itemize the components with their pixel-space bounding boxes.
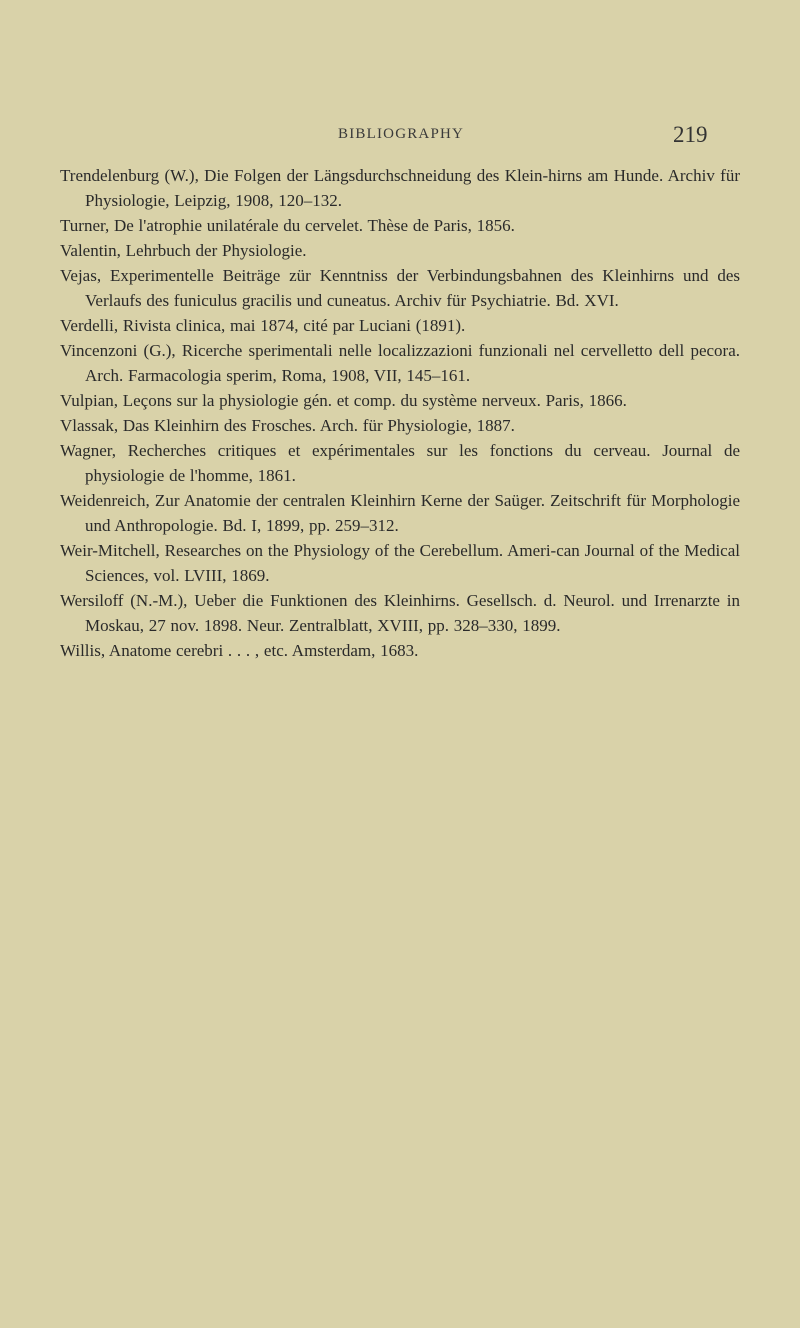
bibliography-entry: Weir-Mitchell, Researches on the Physiology of the Cerebellum. Ameri-can Journal of the Medical Sciences, vol. LVIII, 1869. [60, 541, 740, 585]
bibliography-entry: Wersiloff (N.-M.), Ueber die Funktionen des Kleinhirns. Gesellsch. d. Neurol. und Irrenarzte in Moskau, 27 nov. 1898. Neur. Zentralblatt, XVIII, pp. 328–330, 1899. [60, 591, 740, 635]
bibliography-entry: Vincenzoni (G.), Ricerche sperimentali nelle localizzazioni funzionali nel cervelletto dell pecora. Arch. Farmacologia sperim, Roma, 1908, VII, 145–161. [60, 341, 740, 385]
bibliography-entry: Trendelenburg (W.), Die Folgen der Längsdurchschneidung des Klein-hirns am Hunde. Archiv für Physiologie, Leipzig, 1908, 120–132. [60, 166, 740, 210]
bibliography-entry: Vulpian, Leçons sur la physiologie gén. et comp. du système nerveux. Paris, 1866. [60, 391, 627, 410]
bibliography-list [60, 163, 740, 663]
running-head: BIBLIOGRAPHY [338, 126, 465, 142]
bibliography-entry: Weidenreich, Zur Anatomie der centralen Kleinhirn Kerne der Saüger. Zeitschrift für Morphologie und Anthropologie. Bd. I, 1899, pp. 259–312. [60, 491, 740, 535]
bibliography-entry: Willis, Anatome cerebri . . . , etc. Amsterdam, 1683. [60, 641, 419, 660]
bibliography-entry: Valentin, Lehrbuch der Physiologie. [60, 241, 307, 260]
page-header [0, 122, 800, 152]
bibliography-entry: Vejas, Experimentelle Beiträge zür Kenntniss der Verbindungsbahnen des Kleinhirns und des Verlaufs des funiculus gracilis und cuneatus. Archiv für Psychiatrie. Bd. XVI. [60, 266, 740, 310]
bibliography-entry: Wagner, Recherches critiques et expérimentales sur les fonctions du cerveau. Journal de physiologie de l'homme, 1861. [60, 441, 740, 485]
bibliography-entry: Turner, De l'atrophie unilatérale du cervelet. Thèse de Paris, 1856. [60, 216, 515, 235]
bibliography-entry: Verdelli, Rivista clinica, mai 1874, cité par Luciani (1891). [60, 316, 466, 335]
page-number: 219 [673, 122, 708, 147]
bibliography-entry: Vlassak, Das Kleinhirn des Frosches. Arch. für Physiologie, 1887. [60, 416, 515, 435]
